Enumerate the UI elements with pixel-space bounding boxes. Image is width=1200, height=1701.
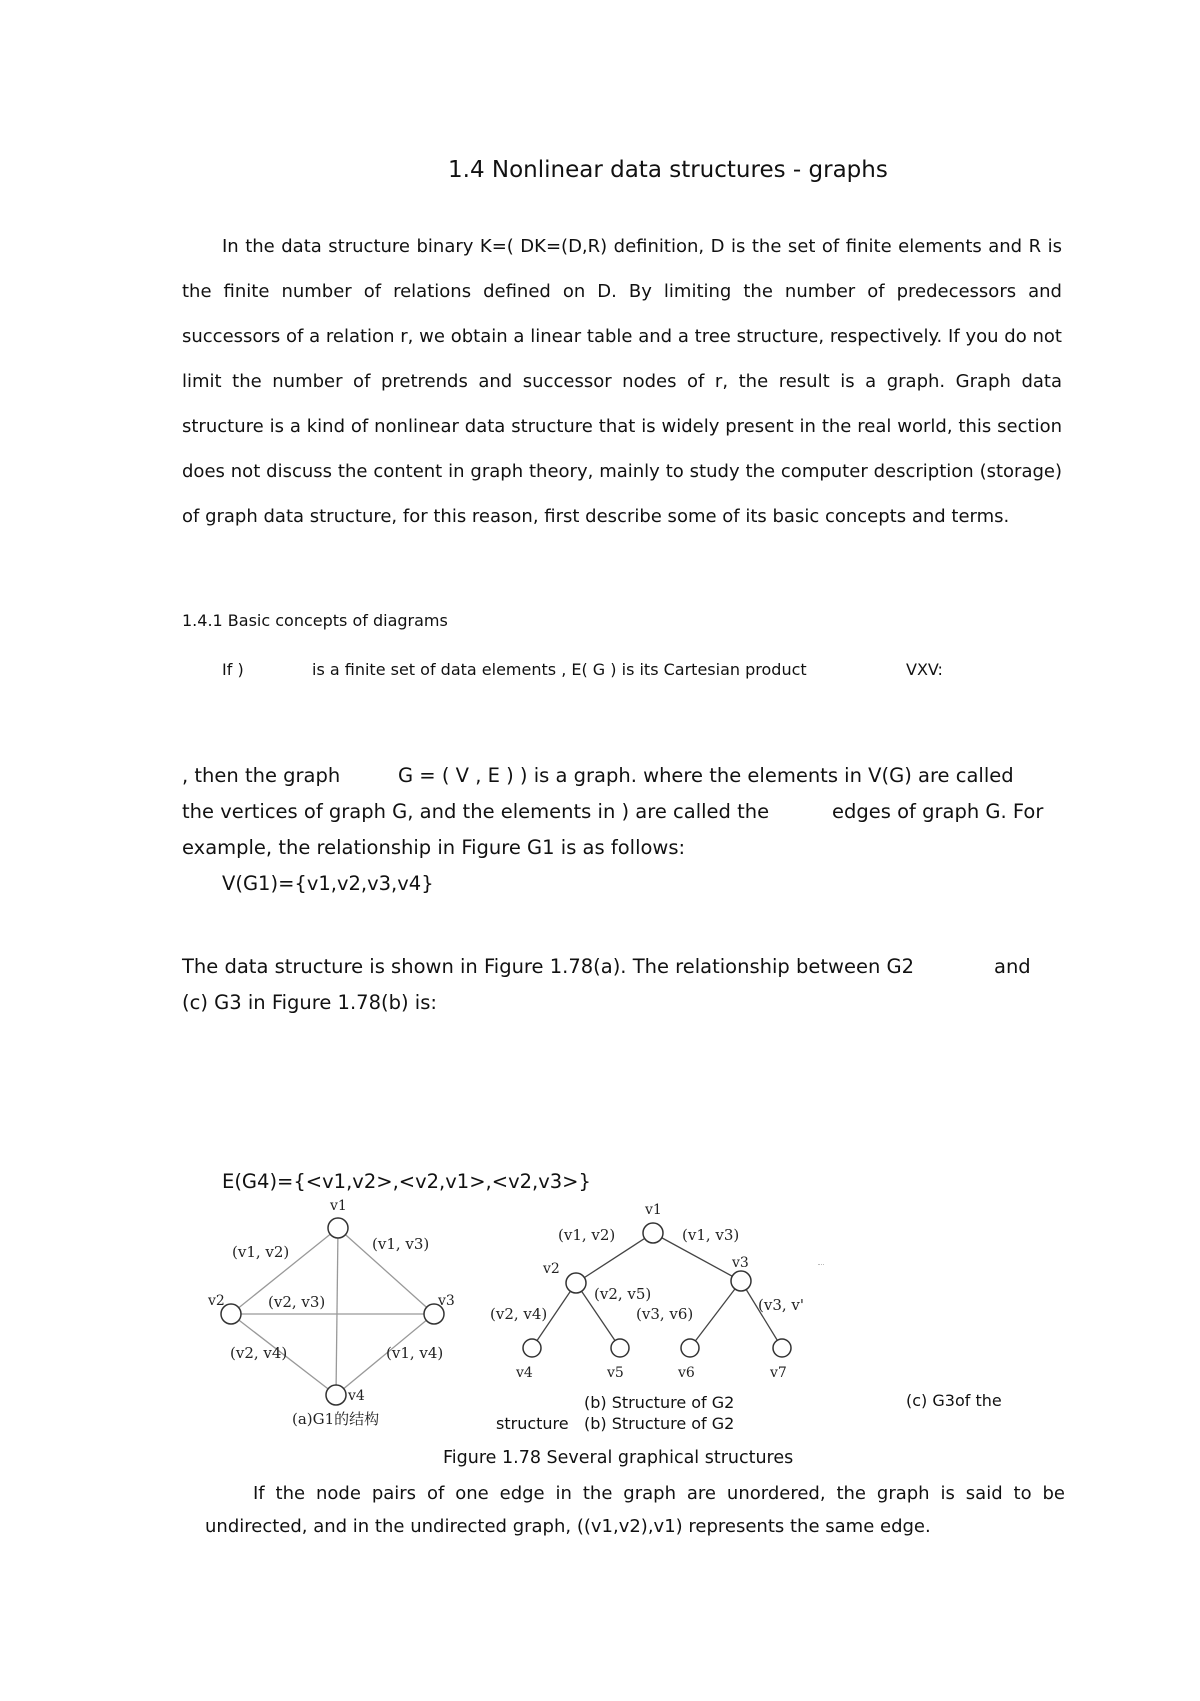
edge-label-v1v4: (v1, v4) (386, 1344, 444, 1362)
subheading: 1.4.1 Basic concepts of diagrams (182, 611, 448, 630)
node-v1 (328, 1218, 348, 1238)
graph-def-line1b: G = ( V , E ) ) is a graph. where the elements in V(G) are called (398, 764, 1014, 787)
label-v7: v7 (770, 1365, 787, 1381)
figure-b-g2 (486, 1195, 816, 1385)
edge-v1-v4-vertical (336, 1228, 338, 1395)
figure-c-caption: (c) G3of the (906, 1391, 1002, 1410)
page-title: 1.4 Nonlinear data structures - graphs (448, 157, 888, 183)
label-v5: v5 (607, 1365, 624, 1381)
edge-label-v2v3: (v2, v3) (268, 1293, 326, 1311)
edge-label-v1v3: (v1, v3) (372, 1235, 430, 1253)
node-v3 (731, 1271, 751, 1291)
node-v6 (681, 1339, 699, 1357)
label-v4: v4 (348, 1388, 365, 1404)
def-line-part2: is a finite set of data elements , E( G ) is its Cartesian product (312, 660, 807, 679)
node-v5 (611, 1339, 629, 1357)
def-line-part1: If ) (222, 660, 244, 679)
node-v1 (643, 1223, 663, 1243)
def-line-part3: VXV: (906, 660, 943, 679)
edge-v3-v7 (741, 1281, 782, 1348)
label-v2: v2 (543, 1261, 560, 1277)
label-v1: v1 (330, 1198, 347, 1214)
intro-paragraph: In the data structure binary K=( DK=(D,R) definition, D is the set of finite elements and R is the finite number of relations defined on D. By limiting the number of predecessors and successors of a relation r, we obtain a linear table and a tree structure, respectively. If you do not limit the number of pretrends and successor nodes of r, the result is a graph. Graph data structure is a kind of nonlinear data structure that is widely present in the real world, this section does not discuss the content in graph theory, mainly to study the computer description (storage) of graph data structure, for this reason, first describe some of its basic concepts and terms. (182, 236, 1062, 527)
graph-def-line2b: edges of graph G. For (832, 800, 1044, 823)
node-v7 (773, 1339, 791, 1357)
figure-caption: Figure 1.78 Several graphical structures (443, 1448, 794, 1468)
node-v4 (523, 1339, 541, 1357)
figure-c-marker (818, 1260, 824, 1265)
edge-label-v3v6: (v3, v6) (636, 1305, 694, 1323)
graph-def-line2a: the vertices of graph G, and the elements in ) are called the (182, 800, 770, 823)
label-v2: v2 (208, 1293, 225, 1309)
eg4-set: E(G4)={<v1,v2>,<v2,v1>,<v2,v3>} (222, 1170, 591, 1193)
node-v2 (566, 1273, 586, 1293)
data-structure-line1b: and (994, 955, 1031, 978)
edge-label-v2v5: (v2, v5) (594, 1285, 652, 1303)
edge-label-v1v3: (v1, v3) (682, 1226, 740, 1244)
figure-a-g1 (200, 1195, 470, 1430)
edge-label-v2v4: (v2, v4) (230, 1344, 288, 1362)
label-v6: v6 (678, 1365, 695, 1381)
figure-b-caption-2: (b) Structure of G2 (584, 1414, 735, 1433)
final-paragraph: If the node pairs of one edge in the graph are unordered, the graph is said to be undirected, and in the undirected graph, ((v1,v2),v1) represents the same edge. (205, 1483, 1065, 1537)
node-v4 (326, 1385, 346, 1405)
figure-a-caption: (a)G1的结构 (292, 1410, 380, 1428)
edge-v3-v6 (690, 1281, 741, 1348)
label-v3: v3 (732, 1255, 749, 1271)
edge-label-v2v4: (v2, v4) (490, 1305, 548, 1323)
data-structure-line2: (c) G3 in Figure 1.78(b) is: (182, 991, 437, 1014)
label-v1: v1 (645, 1202, 662, 1218)
label-v4: v4 (516, 1365, 533, 1381)
figure-b-caption-1: (b) Structure of G2 (584, 1393, 735, 1412)
graph-def-line1a: , then the graph (182, 764, 341, 787)
graph-def-line3: example, the relationship in Figure G1 is as follows: (182, 836, 686, 859)
edge-label-v3v7: (v3, v' (758, 1296, 805, 1314)
vg1-set: V(G1)={v1,v2,v3,v4} (222, 872, 434, 895)
data-structure-line1a: The data structure is shown in Figure 1.78(a). The relationship between G2 (182, 955, 915, 978)
figure-b-caption-prefix: structure (496, 1414, 569, 1433)
label-v3: v3 (438, 1293, 455, 1309)
edge-label-v1v2: (v1, v2) (558, 1226, 616, 1244)
edge-label-v1v2: (v1, v2) (232, 1243, 290, 1261)
